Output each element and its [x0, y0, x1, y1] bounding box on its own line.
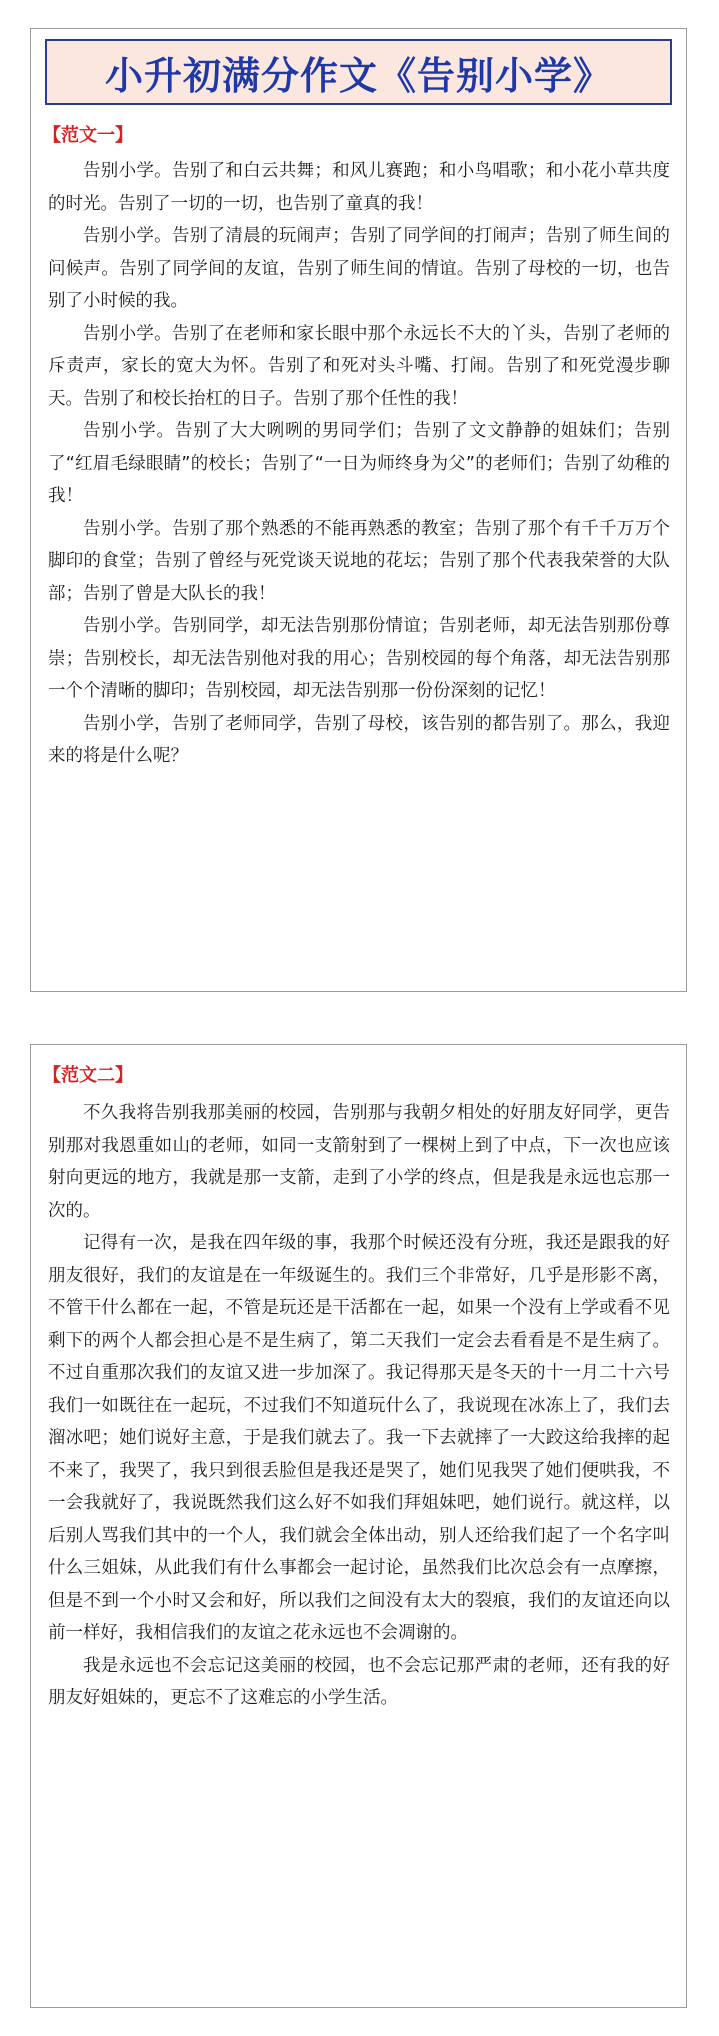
- essay-card-2: [30, 1044, 687, 2008]
- title-banner: [45, 39, 672, 105]
- essay-2-paragraph: 不久我将告别我那美丽的校园，告别那与我朝夕相处的好朋友好同学，更告别那对我恩重如山的老师，如同一支箭射到了一棵树上到了中点，下一次也应该射向更远的地方，我就是那一支箭，走到了小学的终点，但是我是永远也忘那一次的。: [48, 1103, 670, 1221]
- essay-1-paragraph: 告别小学。告别了大大咧咧的男同学们；告别了文文静静的姐妹们；告别了“红眉毛绿眼睛”的校长；告别了“一日为师终身为父”的老师们；告别了幼稚的我！: [48, 421, 670, 506]
- essay-1-paragraph: 告别小学，告别了老师同学，告别了母校，该告别的都告别了。那么，我迎来的将是什么呢？: [48, 713, 670, 766]
- essay-2-paragraph: 我是永远也不会忘记这美丽的校园，也不会忘记那严肃的老师，还有我的好朋友好姐妹的，更忘不了这难忘的小学生活。: [48, 1655, 670, 1708]
- essay-2-paragraph: 记得有一次，是我在四年级的事，我那个时候还没有分班，我还是跟我的好朋友很好，我们的友谊是在一年级诞生的。我们三个非常好，几乎是形影不离，不管干什么都在一起，不管是玩还是干活都在一起，如果一个没有上学或看不见剩下的两个人都会担心是不是生病了，第二天我们一定会去看看是不是生病了。不过自重那次我们的友谊又进一步加深了。我记得那天是冬天的十一月二十六号我们一如既往在一起玩，不过我们不知道玩什么了，我说现在冰冻上了，我们去溜冰吧；她们说好主意，于是我们就去了。我一下去就摔了一大跤这给我摔的起不来了，我哭了，我只到很丢脸但是我还是哭了，她们见我哭了她们便哄我，不一会我就好了，我说既然我们这么好不如我们拜姐妹吧，她们说行。就这样，以后别人骂我们其中的一个人，我们就会全体出动，别人还给我们起了一个名字叫什么三姐妹，从此我们有什么事都会一起讨论，虽然我们比次总会有一点摩擦，但是不到一个小时又会和好，所以我们之间没有太大的裂痕，我们的友谊还向以前一样好，我相信我们的友谊之花永远也不会凋谢的。: [48, 1233, 670, 1643]
- essay-2-body: [48, 1097, 670, 1715]
- essay-1-body: [48, 155, 670, 773]
- page-title: 小升初满分作文《告别小学》: [104, 52, 612, 98]
- essay-1-label: 【范文一】: [43, 125, 133, 146]
- essay-2-label: 【范文二】: [43, 1065, 133, 1086]
- essay-1-paragraph: 告别小学。告别了在老师和家长眼中那个永远长不大的丫头，告别了老师的斥责声，家长的宽大为怀。告别了和死对头斗嘴、打闹。告别了和死党漫步聊天。告别了和校长抬杠的日子。告别了那个任性的我！: [48, 323, 670, 409]
- essay-1-paragraph: 告别小学。告别了那个熟悉的不能再熟悉的教室；告别了那个有千千万万个脚印的食堂；告别了曾经与死党谈天说地的花坛；告别了那个代表我荣誉的大队部；告别了曾是大队长的我！: [48, 518, 670, 604]
- essay-1-paragraph: 告别小学。告别同学，却无法告别那份情谊；告别老师，却无法告别那份尊崇；告别校长，却无法告别他对我的用心；告别校园的每个角落，却无法告别那一个个清晰的脚印；告别校园，却无法告别那一份份深刻的记忆！: [48, 616, 670, 701]
- essay-card-1: [30, 28, 687, 992]
- essay-1-paragraph: 告别小学。告别了清晨的玩闹声；告别了同学间的打闹声；告别了师生间的问候声。告别了同学间的友谊，告别了师生间的情谊。告别了母校的一切，也告别了小时候的我。: [48, 226, 670, 311]
- essay-1-paragraph: 告别小学。告别了和白云共舞；和风儿赛跑；和小鸟唱歌；和小花小草共度的时光。告别了一切的一切，也告别了童真的我！: [48, 161, 670, 214]
